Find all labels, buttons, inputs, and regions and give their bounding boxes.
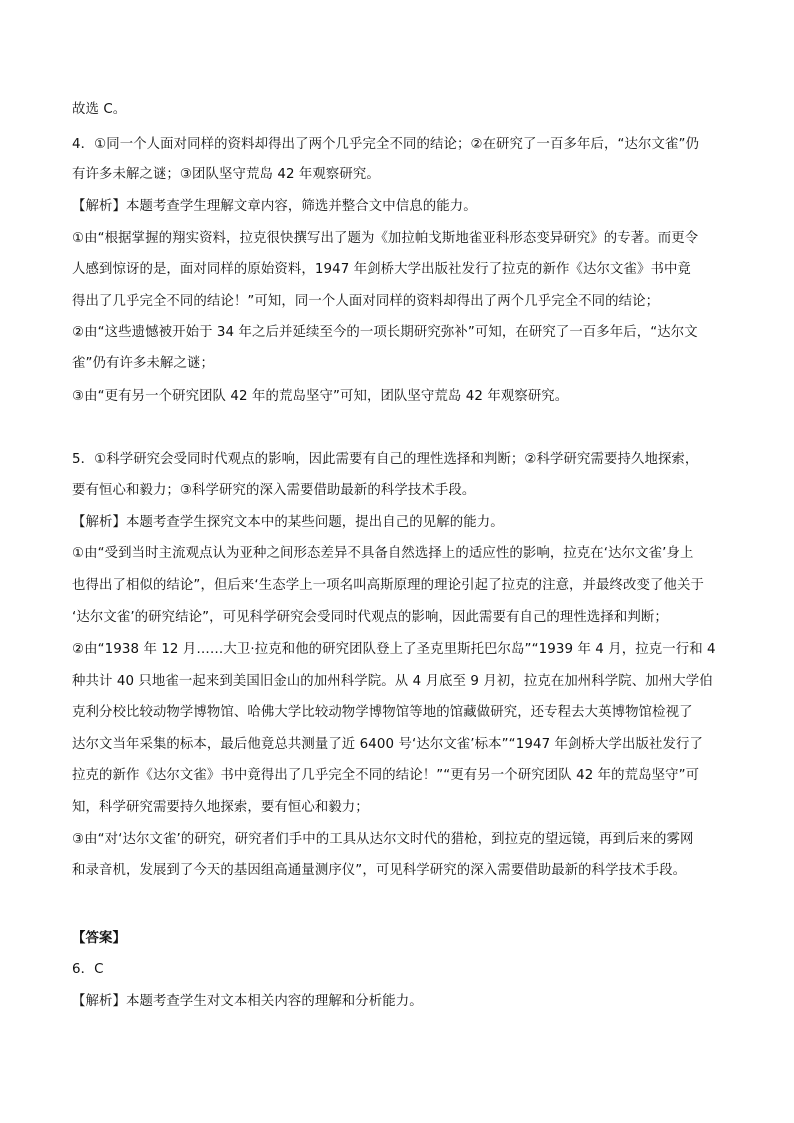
text-line: 【解析】本题考查学生理解文章内容，筛选并整合文中信息的能力。: [72, 199, 477, 214]
text-line: 达尔文当年采集的标本，最后他竟总共测量了近 6400 号‘达尔文雀’标本”“1947 年剑桥大学出版社发行了: [72, 737, 703, 752]
text-line: ②由“1938 年 12 月……大卫·拉克和他的研究团队登上了圣克里斯托巴尔岛”“1939 年 4 月，拉克一行和 4: [72, 642, 716, 657]
text-line: ③由“对‘达尔文雀’的研究，研究者们手中的工具从达尔文时代的猎枪，到拉克的望远镜，再到后来的雾网: [72, 832, 694, 847]
text-line: 也得出了相似的结论”，但后来‘生态学上一项名叫高斯原理的理论引起了拉克的注意，并最终改变了他关于: [72, 578, 704, 593]
text-line: 和录音机，发展到了今天的基因组高通量测序仪”，可见科学研究的深入需要借助最新的科学技术手段。: [72, 863, 687, 878]
text-line: 人感到惊讶的是，面对同样的原始资料，1947 年剑桥大学出版社发行了拉克的新作《达尔文雀》书中竟: [72, 262, 691, 277]
text-line: 知，科学研究需要持久地探索，要有恒心和毅力；: [72, 800, 369, 815]
text-line: 6．C: [72, 962, 104, 977]
text-line: 【解析】本题考查学生探究文本中的某些问题，提出自己的见解的能力。: [72, 515, 504, 530]
text-line: 得出了几乎完全不同的结论！”可知，同一个人面对同样的资料却得出了两个几乎完全不同的结论；: [72, 294, 660, 309]
text-line: 雀”仍有许多未解之谜；: [72, 356, 214, 371]
text-line: ①由“受到当时主流观点认为亚种之间形态差异不具备自然选择上的适应性的影响，拉克在‘达尔文雀’身上: [72, 546, 694, 561]
text-line: 拉克的新作《达尔文雀》书中竟得出了几乎完全不同的结论！”“更有另一个研究团队 42 年的荒岛坚守”可: [72, 768, 700, 783]
text-line: ①由“根据掌握的翔实资料，拉克很快撰写出了题为《加拉帕戈斯地雀亚科形态变异研究》的专著。而更令: [72, 231, 699, 246]
text-line: ②由“这些遗憾被开始于 34 年之后并延续至今的一项长期研究弥补”可知，在研究了一百多年后，“达尔文: [72, 325, 698, 340]
text-line: 4．①同一个人面对同样的资料却得出了两个几乎完全不同的结论；②在研究了一百多年后，“达尔文雀”仍: [72, 137, 699, 152]
text-line: 要有恒心和毅力；③科学研究的深入需要借助最新的科学技术手段。: [72, 483, 476, 498]
text-line: 【解析】本题考查学生对文本相关内容的理解和分析能力。: [72, 994, 423, 1009]
text-line: 有许多未解之谜；③团队坚守荒岛 42 年观察研究。: [72, 167, 380, 182]
text-line: 故选 C。: [72, 102, 127, 117]
text-line: ③由“更有另一个研究团队 42 年的荒岛坚守”可知，团队坚守荒岛 42 年观察研究。: [72, 389, 569, 404]
text-line: 克利分校比较动物学博物馆、哈佛大学比较动物学博物馆等地的馆藏做研究，还专程去大英博物馆检视了: [72, 705, 693, 720]
text-line: 5．①科学研究会受同时代观点的影响，因此需要有自己的理性选择和判断；②科学研究需要持久地探索，: [72, 452, 699, 467]
text-line: ‘达尔文雀’的研究结论”，可见科学研究会受同时代观点的影响，因此需要有自己的理性选择和判断；: [72, 610, 668, 625]
answer-heading: 【答案】: [72, 931, 126, 946]
text-line: 种共计 40 只地雀一起来到美国旧金山的加州科学院。从 4 月底至 9 月初，拉克在加州科学院、加州大学伯: [72, 674, 713, 689]
